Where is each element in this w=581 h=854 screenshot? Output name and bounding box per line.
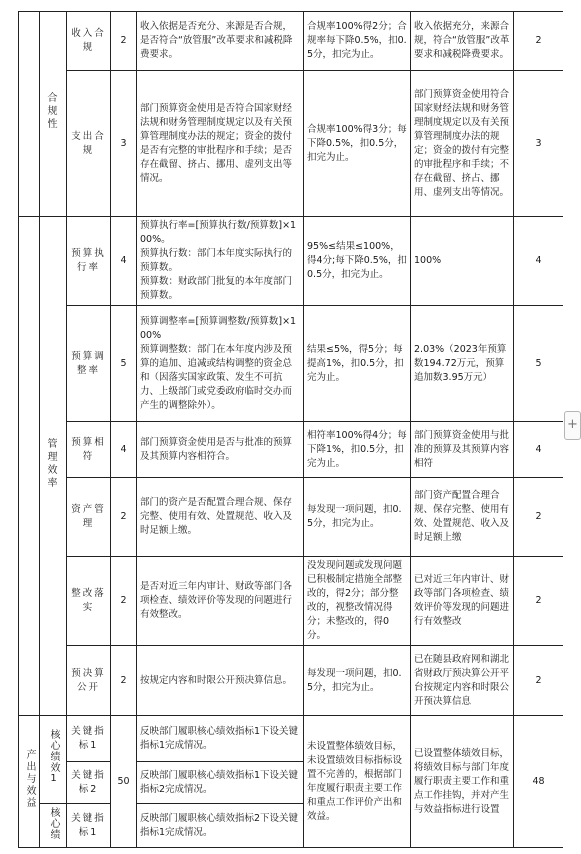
evaluation-result: 已在随县政府网和湖北省财政厅预决算公开平台按规定内容和时限公开预决算信息 xyxy=(411,646,514,716)
indicator-weight: 2 xyxy=(111,646,137,716)
indicator-name: 关键指标2 xyxy=(67,762,111,804)
sub-category-label: 核心绩 xyxy=(48,806,59,840)
score: 2 xyxy=(514,12,564,71)
indicator-weight: 4 xyxy=(111,422,137,478)
category-label: 产出与效益 xyxy=(24,749,35,809)
indicator-weight: 2 xyxy=(111,478,137,557)
indicator-content: 按规定内容和时限公开预决算信息。 xyxy=(137,646,304,716)
indicator-weight: 3 xyxy=(111,71,137,217)
score: 48 xyxy=(514,716,564,848)
table-row xyxy=(19,478,564,557)
category-cell-blank xyxy=(19,217,40,716)
indicator-name: 预算相符 xyxy=(67,422,111,478)
category-cell xyxy=(19,716,40,848)
indicator-content: 反映部门履职核心绩效指标1下设关键指标2完成情况。 xyxy=(137,762,304,804)
scoring-standard: 结果≤5%，得5分；每提高1%，扣0.5分，扣完为止。 xyxy=(304,306,411,422)
indicator-content: 是否对近三年内审计、财政等部门各项检查、绩效评价等发现的问题进行有效整改。 xyxy=(137,557,304,646)
indicator-weight: 2 xyxy=(111,12,137,71)
evaluation-result: 已设置整体绩效目标，将绩效目标与部门年度履行职责主要工作和重点工作挂钩，并对产生与效益指标进行设置 xyxy=(411,716,514,848)
scoring-standard: 未设置整体绩效目标，未设置绩效目标指标设置不完善的，根据部门年度履行职责主要工作和重点工作评价产出和效益。 xyxy=(304,716,411,848)
score: 4 xyxy=(514,217,564,306)
indicator-content: 收入依据是否充分、来源是否合规，是否符合“放管服”改革要求和减税降费要求。 xyxy=(137,12,304,71)
performance-evaluation-table xyxy=(18,11,563,848)
score: 2 xyxy=(514,557,564,646)
indicator-name: 支出合规 xyxy=(67,71,111,217)
indicator-weight: 5 xyxy=(111,306,137,422)
indicator-name: 关键指标1 xyxy=(67,804,111,848)
scoring-standard: 合规率100%得3分；每下降0.5%，扣0.5分，扣完为止。 xyxy=(304,71,411,217)
indicator-name: 资产管理 xyxy=(67,478,111,557)
scoring-standard: 每发现一项问题，扣0.5分，扣完为止。 xyxy=(304,478,411,557)
indicator-name: 整改落实 xyxy=(67,557,111,646)
table-row xyxy=(19,71,564,217)
document-page xyxy=(18,11,563,854)
category-label: 管理效率 xyxy=(45,437,56,490)
indicator-name: 收入合规 xyxy=(67,12,111,71)
evaluation-result: 已对近三年内审计、财政等部门各项检查、绩效评价等发现的问题进行有效整改 xyxy=(411,557,514,646)
evaluation-result: 100% xyxy=(411,217,514,306)
category-cell xyxy=(40,217,67,716)
scoring-standard: 相符率100%得4分；每下降1%，扣0.5分，扣完为止。 xyxy=(304,422,411,478)
table-row xyxy=(19,557,564,646)
sub-category-cell xyxy=(40,716,67,804)
evaluation-result: 收入依据充分，来源合规，符合“放管服”改革要求和减税降费要求。 xyxy=(411,12,514,71)
table-row xyxy=(19,646,564,716)
score: 2 xyxy=(514,478,564,557)
scoring-standard: 没发现问题或发现问题已积极制定措施全部整改的，得2分；部分整改的，视整改情况得分；未整改的，得0分。 xyxy=(304,557,411,646)
indicator-name: 预决算公开 xyxy=(67,646,111,716)
indicator-weight: 50 xyxy=(111,716,137,848)
sub-category-label: 核心绩效1 xyxy=(48,729,59,785)
evaluation-result: 2.03%（2023年预算数194.72万元，预算追加数3.95万元） xyxy=(411,306,514,422)
indicator-name: 预算调整率 xyxy=(67,306,111,422)
score: 5 xyxy=(514,306,564,422)
table-row xyxy=(19,716,564,762)
indicator-content: 反映部门履职核心绩效指标1下设关键指标1完成情况。 xyxy=(137,716,304,762)
indicator-content: 预算调整率=[预算调整数/预算数]×100% 预算调整数：部门在本年度内涉及预算的追加、追减或结构调整的资金总和（因落实国家政策、发生不可抗力、上级部门或党委政府临时交办而产生的调整除外）。 xyxy=(137,306,304,422)
indicator-content: 部门预算资金使用是否符合国家财经法规和财务管理制度规定以及有关预算管理制度办法的规定；资金的拨付是否有完整的审批程序和手续；是否存在截留、挤占、挪用、虚列支出等情况。 xyxy=(137,71,304,217)
table-row xyxy=(19,422,564,478)
scoring-standard: 合规率100%得2分；合规率每下降0.5%，扣0.5分，扣完为止。 xyxy=(304,12,411,71)
category-cell xyxy=(40,12,67,217)
table-row xyxy=(19,306,564,422)
score: 4 xyxy=(514,422,564,478)
score: 3 xyxy=(514,71,564,217)
indicator-name: 预算执行率 xyxy=(67,217,111,306)
indicator-content: 部门的资产是否配置合理合规、保存完整、使用有效、处置规范、收入及时足额上缴。 xyxy=(137,478,304,557)
table-row xyxy=(19,217,564,306)
evaluation-result: 部门资产配置合理合规、保存完整、使用有效、处置规范、收入及时足额上缴 xyxy=(411,478,514,557)
indicator-weight: 2 xyxy=(111,557,137,646)
side-expand-button[interactable]: + xyxy=(564,411,581,440)
evaluation-result: 部门预算资金使用符合国家财经法规和财务管理制度规定以及有关预算管理制度办法的规定；资金的拨付有完整的审批程序和手续；不存在截留、挤占、挪用、虚列支出等情况。 xyxy=(411,71,514,217)
indicator-name: 关键指标1 xyxy=(67,716,111,762)
scoring-standard: 每发现一项问题，扣0.5分，扣完为止。 xyxy=(304,646,411,716)
category-cell-blank xyxy=(19,12,40,217)
indicator-content: 部门预算资金使用是否与批准的预算及其预算内容相符合。 xyxy=(137,422,304,478)
evaluation-result: 部门预算资金使用与批准的预算及其预算内容相符 xyxy=(411,422,514,478)
category-label: 合规性 xyxy=(45,92,56,131)
indicator-content: 反映部门履职核心绩效指标2下设关键指标1完成情况。 xyxy=(137,804,304,848)
indicator-content: 预算执行率=[预算执行数/预算数]×100%。 预算执行数：部门本年度实际执行的预算数。 预算数：财政部门批复的本年度部门预算数。 xyxy=(137,217,304,306)
table-row xyxy=(19,12,564,71)
scoring-standard: 95%≤结果≤100%，得4分;每下降0.5%，扣0.5分，扣完为止。 xyxy=(304,217,411,306)
score: 2 xyxy=(514,646,564,716)
indicator-weight: 4 xyxy=(111,217,137,306)
sub-category-cell xyxy=(40,804,67,848)
